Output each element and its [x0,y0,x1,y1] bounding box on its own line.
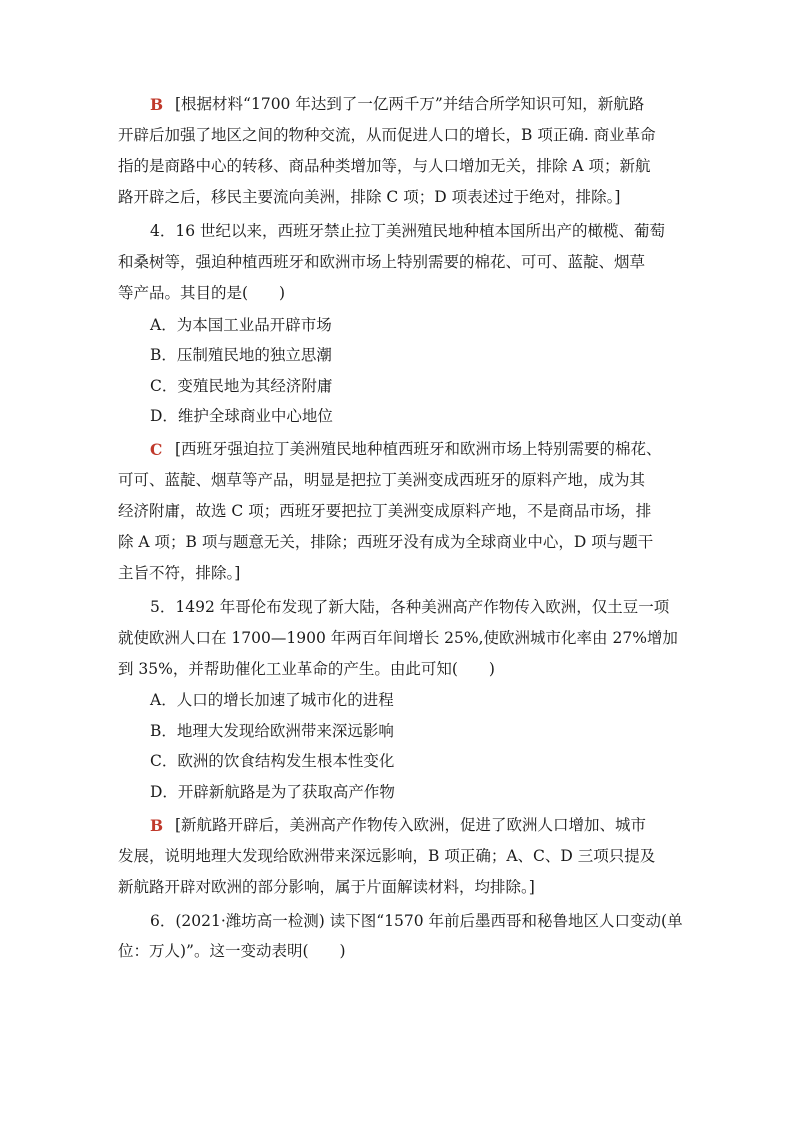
q5-option-a [0,685,794,716]
q4-answer-text: 经济附庸，故选 C 项；西班牙要把拉丁美洲变成原料产地，不是商品市场，排 [118,502,652,520]
q5-option-text: B．地理大发现给欧洲带来深远影响 [150,722,394,740]
q3-answer-line-4 [0,182,794,213]
q5-answer-text: 新航路开辟对欧洲的部分影响，属于片面解读材料，均排除。] [118,878,535,896]
q6-stem-text: 6．(2021·潍坊高一检测) 读下图“1570 年前后墨西哥和秘鲁地区人口变动(单 [150,912,683,930]
q4-option-text: A．为本国工业品开辟市场 [150,316,332,334]
q3-answer-line-3 [0,151,794,182]
q5-answer-line-1 [0,810,794,841]
q4-answer-line-2 [0,465,794,496]
q5-option-b [0,716,794,747]
q5-answer-line-2 [0,841,794,872]
q6-stem-line-2 [0,936,794,967]
q4-option-d [0,401,794,432]
q5-stem-text: 到 35%，并帮助催化工业革命的产生。由此可知( ) [118,660,495,678]
q4-answer-text: [西班牙强迫拉丁美洲殖民地种植西班牙和欧洲市场上特别需要的棉花、 [175,440,662,458]
q3-answer-line-2 [0,120,794,151]
q5-answer-letter: B [150,816,164,835]
q3-answer-text: 路开辟之后，移民主要流向美洲，排除 C 项；D 项表述过于绝对，排除。] [118,188,621,206]
q5-option-c [0,746,794,777]
q5-stem-text: 5．1492 年哥伦布发现了新大陆，各种美洲高产作物传入欧洲，仅土豆一项 [150,598,670,616]
q5-stem-text: 就使欧洲人口在 1700—1900 年两百年间增长 25%,使欧洲城市化率由 27%增加 [118,629,678,647]
q5-stem-line-3 [0,654,794,685]
q4-answer-text: 除 A 项；B 项与题意无关，排除；西班牙没有成为全球商业中心，D 项与题干 [118,533,654,551]
q5-option-text: D．开辟新航路是为了获取高产作物 [150,783,395,801]
q4-option-text: C．变殖民地为其经济附庸 [150,377,333,395]
q5-option-text: A．人口的增长加速了城市化的进程 [150,691,394,709]
q4-stem-line-1 [0,216,794,247]
q5-option-d [0,777,794,808]
q4-answer-line-4 [0,527,794,558]
q4-answer-line-5 [0,558,794,589]
q4-option-b [0,340,794,371]
q4-answer-line-3 [0,496,794,527]
q3-answer-text: [根据材料“1700 年达到了一亿两千万”并结合所学知识可知，新航路 [175,95,645,113]
q5-stem-line-2 [0,623,794,654]
q3-answer-letter: B [150,95,164,114]
q4-stem-text: 4．16 世纪以来，西班牙禁止拉丁美洲殖民地种植本国所出产的橄榄、葡萄 [150,222,666,240]
q4-answer-line-1 [0,434,794,465]
q4-option-a [0,310,794,341]
q5-answer-text: [新航路开辟后，美洲高产作物传入欧洲，促进了欧洲人口增加、城市 [175,816,647,834]
q4-option-text: B．压制殖民地的独立思潮 [150,346,332,364]
q4-answer-letter: C [150,440,163,459]
q5-stem-line-1 [0,592,794,623]
q4-answer-text: 可可、蓝靛、烟草等产品，明显是把拉丁美洲变成西班牙的原料产地，成为其 [118,471,646,489]
q5-answer-line-3 [0,872,794,903]
q6-stem-line-1 [0,906,794,937]
q4-stem-line-2 [0,247,794,278]
q5-answer-text: 发展，说明地理大发现给欧洲带来深远影响，B 项正确；A、C、D 三项只提及 [118,847,656,865]
q3-answer-text: 开辟后加强了地区之间的物种交流，从而促进人口的增长，B 项正确. 商业革命 [118,126,656,144]
q4-stem-line-3 [0,278,794,309]
q4-stem-text: 等产品。其目的是( ) [118,284,286,302]
q6-stem-text: 位：万人)”。这一变动表明( ) [118,942,346,960]
q5-option-text: C．欧洲的饮食结构发生根本性变化 [150,752,395,770]
q3-answer-text: 指的是商路中心的转移、商品种类增加等，与人口增加无关，排除 A 项；新航 [118,157,651,175]
q4-option-c [0,371,794,402]
q3-answer-line-1 [0,89,794,120]
q4-option-text: D．维护全球商业中心地位 [150,407,333,425]
q4-answer-text: 主旨不符，排除。] [118,564,241,582]
q4-stem-text: 和桑树等，强迫种植西班牙和欧洲市场上特别需要的棉花、可可、蓝靛、烟草 [118,253,646,271]
